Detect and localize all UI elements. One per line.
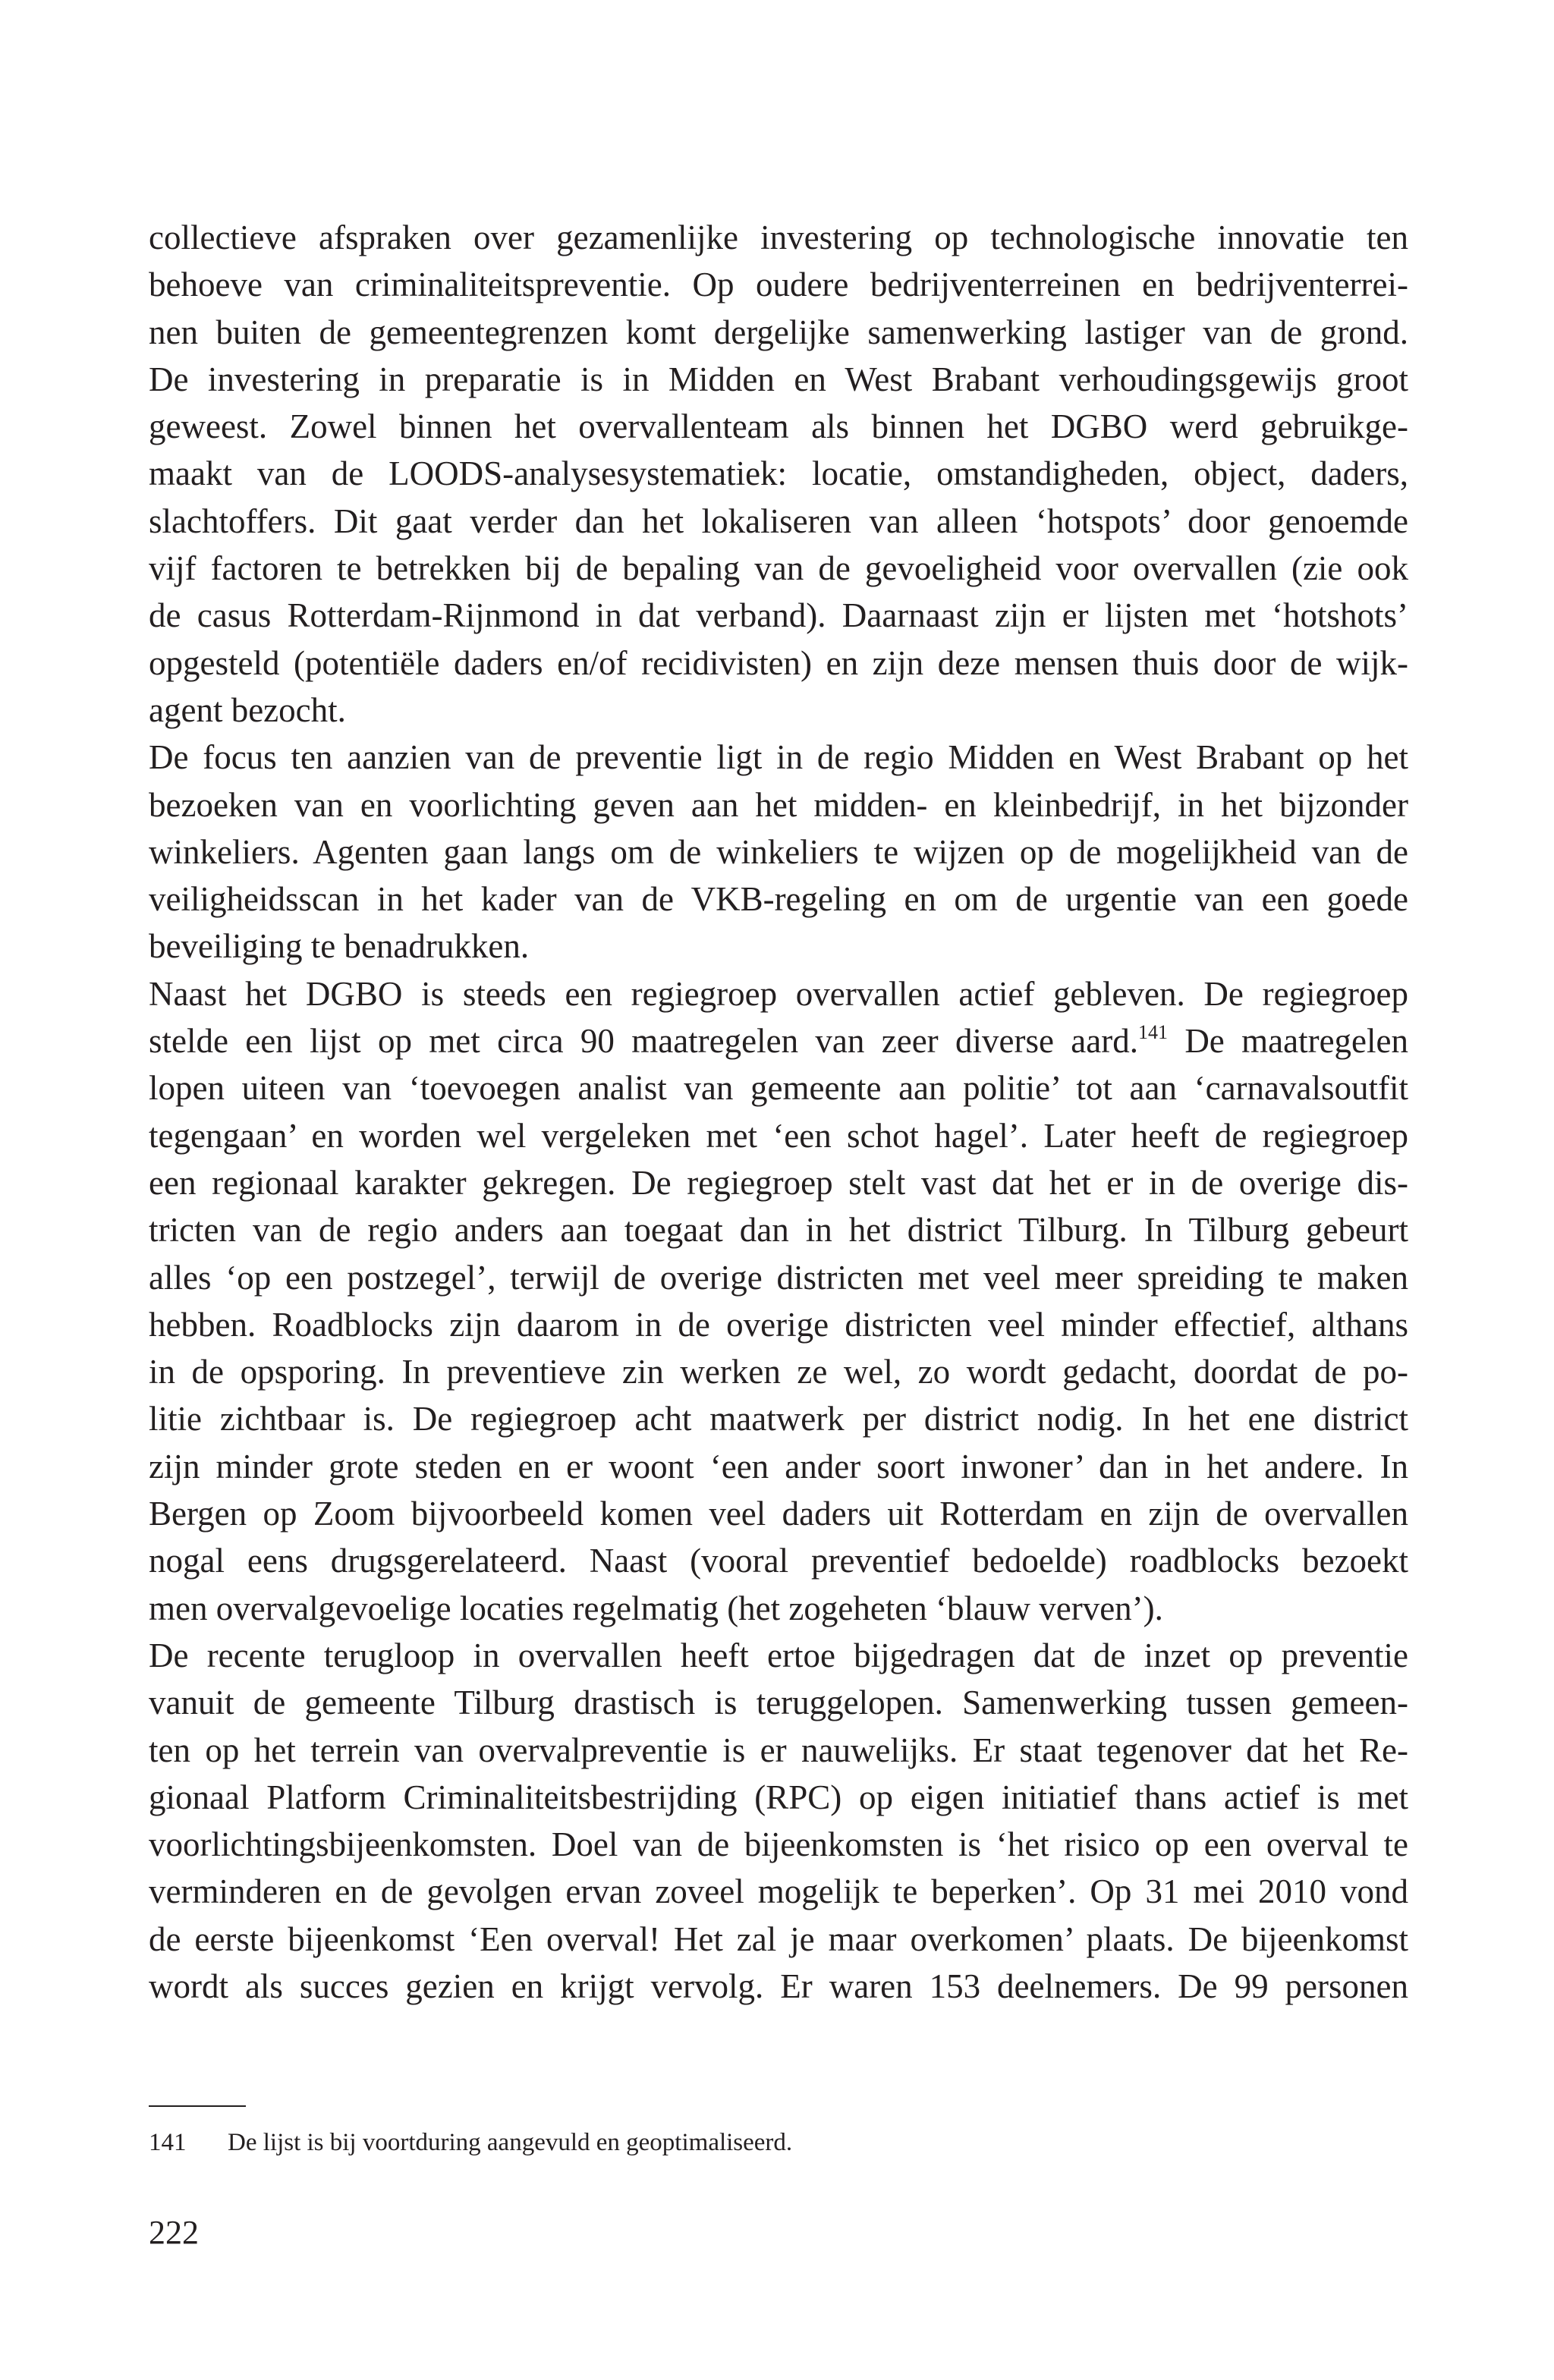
line-text: winkeliers. Agenten gaan langs om de winkeliers te wijzen op de mogelijkheid van de [149,832,1408,871]
line-text: beveiliging te benadrukken. [149,927,530,966]
paragraph [149,214,1408,734]
text-line [149,1727,1408,1774]
text-line [149,1017,1408,1064]
line-text: een regionaal karakter gekregen. De regiegroep stelt vast dat het er in de overige dis- [149,1163,1408,1202]
line-text: veiligheidsscan in het kader van de VKB-regeling en om de urgentie van een goede [149,880,1408,919]
text-line [149,261,1408,308]
paragraph [149,970,1408,1632]
text-line [149,1443,1408,1490]
line-text: tegengaan’ en worden wel vergeleken met ‘een schot hagel’. Later heeft de regiegroep [149,1116,1408,1155]
text-line [149,1301,1408,1348]
text-line [149,450,1408,497]
line-text: men overvalgevoelige locaties regelmatig (het zogeheten ‘blauw verven’). [149,1589,1163,1627]
line-text: lopen uiteen van ‘toevoegen analist van gemeente aan politie’ tot aan ‘carnavalsoutfit [149,1069,1408,1108]
line-text: verminderen en de gevolgen ervan zoveel mogelijk te beperken’. Op 31 mei 2010 vond [149,1872,1408,1911]
line-text: de eerste bijeenkomst ‘Een overval! Het zal je maar overkomen’ plaats. De bijeenkomst [149,1919,1408,1958]
line-text: hebben. Roadblocks zijn daarom in de overige districten veel minder effectief, althans [149,1305,1408,1344]
text-line [149,214,1408,261]
line-text: vanuit de gemeente Tilburg drastisch is teruggelopen. Samenwerking tussen gemeen- [149,1684,1408,1722]
line-text: De recente terugloop in overvallen heeft ertoe bijgedragen dat de inzet op preventie [149,1636,1408,1674]
text-line [149,1679,1408,1726]
text-line [149,828,1408,876]
line-text: agent bezocht. [149,690,346,729]
text-line [149,1868,1408,1915]
text-line [149,309,1408,356]
line-text: De investering in preparatie is in Midden en West Brabant verhoudingsgewijs groot [149,360,1408,398]
footnote-text: De lijst is bij voortduring aangevuld en geoptimaliseerd. [228,2129,793,2156]
text-line [149,1064,1408,1111]
line-text: alles ‘op een postzegel’, terwijl de overige districten met veel meer spreiding te maken [149,1258,1408,1297]
line-text: ten op het terrein van overvalpreventie is er nauwelijks. Er staat tegenover dat het Re- [149,1731,1408,1769]
text-line [149,1206,1408,1253]
footnote-reference: 141 [1137,1021,1168,1044]
line-text-continuation: De maatregelen [1167,1022,1408,1061]
line-text: bezoeken van en voorlichting geven aan het midden- en kleinbedrijf, in het bijzonder [149,785,1408,824]
text-line [149,356,1408,403]
line-text: voorlichtingsbijeenkomsten. Doel van de bijeenkomsten is ‘het risico op een overval te [149,1825,1408,1864]
text-line [149,970,1408,1017]
text-line [149,1821,1408,1868]
line-text: nen buiten de gemeentegrenzen komt dergelijke samenwerking lastiger van de grond. [149,313,1408,351]
text-line [149,1112,1408,1159]
text-line [149,1585,1408,1632]
footnote-number: 141 [149,2129,187,2156]
text-line [149,498,1408,545]
text-line [149,640,1408,687]
footnote [149,2127,792,2158]
text-line [149,403,1408,450]
line-text: opgesteld (potentiële daders en/of recidivisten) en zijn deze mensen thuis door de wijk- [149,643,1408,682]
body-text [149,214,1408,2010]
line-text: nogal eens drugsgerelateerd. Naast (vooral preventief bedoelde) roadblocks bezoekt [149,1542,1408,1580]
text-line [149,592,1408,639]
text-line [149,1537,1408,1584]
line-text: behoeve van criminaliteitspreventie. Op oudere bedrijventerreinen en bedrijventerrei- [149,266,1408,304]
line-text: tricten van de regio anders aan toegaat dan in het district Tilburg. In Tilburg gebeurt [149,1211,1408,1250]
line-text: Naast het DGBO is steeds een regiegroep overvallen actief gebleven. De regiegroep [149,974,1408,1013]
text-line [149,1963,1408,2010]
text-line [149,687,1408,734]
text-line [149,1159,1408,1206]
line-text: maakt van de LOODS-analysesystematiek: locatie, omstandigheden, object, daders, [149,454,1408,493]
text-line [149,781,1408,828]
line-text: stelde een lijst op met circa 90 maatregelen van zeer diverse aard. [149,1022,1138,1061]
text-line [149,1490,1408,1537]
line-text: gionaal Platform Criminaliteitsbestrijding (RPC) op eigen initiatief thans actief is met [149,1778,1408,1816]
line-text: vijf factoren te betrekken bij de bepaling van de gevoeligheid voor overvallen (zie ook [149,549,1408,588]
text-line [149,1774,1408,1821]
line-text: in de opsporing. In preventieve zin werken ze wel, zo wordt gedacht, doordat de po- [149,1353,1408,1391]
line-text: wordt als succes gezien en krijgt vervolg. Er waren 153 deelnemers. De 99 personen [149,1967,1408,2005]
text-line [149,1348,1408,1395]
line-text: geweest. Zowel binnen het overvallenteam als binnen het DGBO werd gebruikge- [149,407,1408,446]
line-text: Bergen op Zoom bijvoorbeeld komen veel daders uit Rotterdam en zijn de overvallen [149,1495,1408,1533]
text-line [149,545,1408,592]
text-line [149,1395,1408,1442]
text-line [149,1916,1408,1963]
text-line [149,876,1408,923]
text-line [149,923,1408,970]
line-text: litie zichtbaar is. De regiegroep acht maatwerk per district nodig. In het ene district [149,1400,1408,1438]
paragraph [149,1632,1408,2010]
line-text: slachtoffers. Dit gaat verder dan het lokaliseren van alleen ‘hotspots’ door genoemde [149,501,1408,540]
line-text: De focus ten aanzien van de preventie ligt in de regio Midden en West Brabant op het [149,738,1408,777]
page-number: 222 [149,2214,199,2251]
text-line [149,1632,1408,1679]
line-text: zijn minder grote steden en er woont ‘een ander soort inwoner’ dan in het andere. In [149,1447,1408,1486]
footnote-divider [149,2105,246,2107]
line-text: de casus Rotterdam-Rijnmond in dat verband). Daarnaast zijn er lijsten met ‘hotshots’ [149,596,1408,635]
text-line [149,1254,1408,1301]
paragraph [149,734,1408,970]
text-line [149,734,1408,781]
line-text: collectieve afspraken over gezamenlijke investering op technologische innovatie ten [149,219,1408,256]
